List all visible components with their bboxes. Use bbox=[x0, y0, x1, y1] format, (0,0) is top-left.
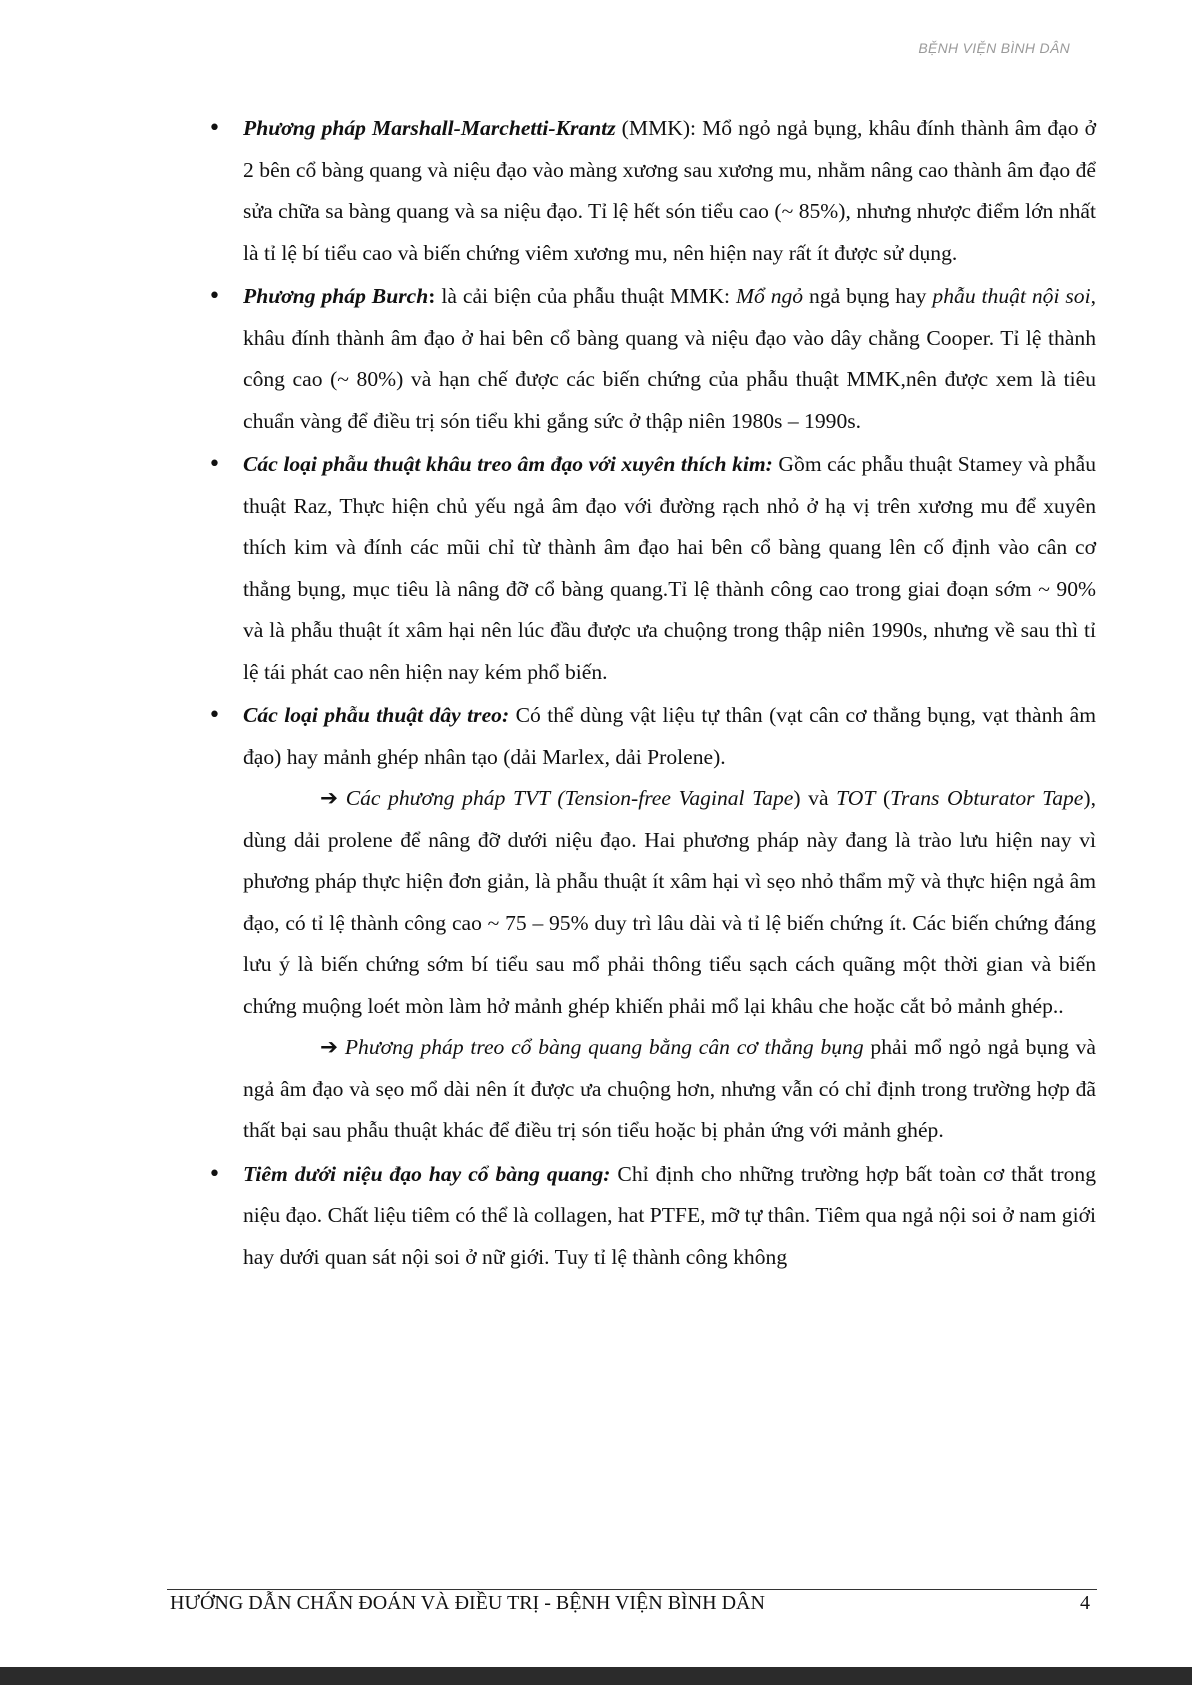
bullet-lead: Phương pháp Marshall-Marchetti-Krantz bbox=[243, 116, 616, 140]
paragraph bbox=[243, 1154, 1096, 1279]
sub-text: ( bbox=[875, 786, 891, 810]
italic-term: Phương pháp treo cổ bàng quang bằng cân cơ thẳng bụng bbox=[338, 1035, 864, 1059]
paragraph bbox=[243, 695, 1096, 778]
bullet-item-burch bbox=[243, 276, 1096, 442]
paragraph bbox=[243, 444, 1096, 693]
bullet-item-injection bbox=[243, 1154, 1096, 1279]
italic-term: Mổ ngỏ bbox=[735, 284, 804, 308]
page-number: 4 bbox=[1080, 1592, 1090, 1614]
bullet-text: (MMK): Mổ ngỏ ngả bụng, khâu đính thành âm đạo ở 2 bên cổ bàng quang và niệu đạo vào màng xương sau xương mu, nhằm nâng cao thành âm đạo để sửa chữa sa bàng quang và sa niệu đạo. Tỉ lệ hết són tiểu cao (~ 85%), nhưng nhược điểm lớn nhất là tỉ lệ bí tiểu cao và biến chứng viêm xương mu, nên hiện nay rất ít được sử dụng. bbox=[243, 116, 1097, 265]
paragraph bbox=[243, 276, 1096, 442]
italic-term: Trans Obturator Tape bbox=[890, 786, 1084, 810]
viewer-bottom-edge bbox=[0, 1667, 1192, 1685]
bullet-lead: Các loại phẫu thuật dây treo: bbox=[243, 703, 510, 727]
italic-term: Các phương pháp TVT ( bbox=[338, 786, 565, 810]
bullet-lead: Phương pháp Burch bbox=[243, 284, 429, 308]
bullet-text: Có thể dùng vật liệu tự thân (vạt cân cơ thẳng bụng, vạt thành âm đạo) hay mảnh ghép nhân tạo (dải Marlex, dải Prolene). bbox=[243, 703, 1096, 769]
sub-text: phải mổ ngỏ ngả bụng và ngả âm đạo và sẹo mổ dài nên ít được ưa chuộng hơn, nhưng vẫn có chỉ định trong trường hợp đã thất bại sau phẫu thuật khác để điều trị són tiểu hoặc bị phản ứng với mảnh ghép. bbox=[243, 1035, 1096, 1142]
bullet-item-mmk bbox=[243, 108, 1096, 274]
footer-title: HƯỚNG DẪN CHẨN ĐOÁN VÀ ĐIỀU TRỊ - BỆNH VIỆN BÌNH DÂN bbox=[170, 1592, 765, 1614]
bullet-text: , khâu đính thành âm đạo ở hai bên cổ bàng quang và niệu đạo vào dây chằng Cooper. Tỉ lệ thành công cao (~ 80%) và hạn chế được các biến chứng của phẫu thuật MMK,nên được xem là tiêu chuẩn vàng để điều trị són tiểu khi gắng sức ở thập niên 1980s – 1990s. bbox=[243, 284, 1097, 433]
bullet-lead-colon: : bbox=[428, 284, 436, 308]
sub-paragraph-fascial-sling bbox=[243, 1027, 1096, 1152]
page-body bbox=[243, 108, 1096, 1280]
bullet-text: Chỉ định cho những trường hợp bất toàn cơ thắt trong niệu đạo. Chất liệu tiêm có thể là collagen, hat PTFE, mỡ tự thân. Tiêm qua ngả nội soi ở nam giới hay dưới quan sát nội soi ở nữ giới. Tuy tỉ lệ thành công không bbox=[243, 1161, 1096, 1269]
page-footer bbox=[170, 1592, 1090, 1615]
arrow-icon: ➔ bbox=[320, 786, 339, 810]
running-header: BỆNH VIỆN BÌNH DÂN bbox=[918, 40, 1070, 56]
bullet-item-sling bbox=[243, 695, 1096, 1152]
italic-term: phẫu thuật nội soi bbox=[932, 284, 1091, 308]
italic-term: TOT bbox=[836, 786, 876, 810]
bullet-text: là cải biện của phẫu thuật MMK: bbox=[435, 284, 736, 308]
arrow-icon: ➔ bbox=[320, 1035, 339, 1059]
sub-text: ) và bbox=[793, 786, 837, 810]
footer-divider bbox=[167, 1589, 1097, 1590]
paragraph bbox=[243, 108, 1096, 274]
bullet-lead: Các loại phẫu thuật khâu treo âm đạo với xuyên thích kim: bbox=[243, 452, 773, 476]
bullet-item-needle-suspension bbox=[243, 444, 1096, 693]
italic-term: Tension-free Vaginal Tape bbox=[564, 786, 794, 810]
bullet-lead: Tiêm dưới niệu đạo hay cổ bàng quang: bbox=[243, 1161, 611, 1186]
sub-text: ), dùng dải prolene để nâng đỡ dưới niệu đạo. Hai phương pháp này đang là trào lưu hiện nay vì phương pháp thực hiện đơn giản, là phẫu thuật ít xâm hại vì sẹo nhỏ thẩm mỹ và thực hiện ngả âm đạo, có tỉ lệ thành công cao ~ 75 – 95% duy trì lâu dài và tỉ lệ biến chứng ít. Các biến chứng đáng lưu ý là biến chứng sớm bí tiểu sau mổ phải thông tiểu sạch cách quãng một thời gian và biến chứng muộng loét mòn làm hở mảnh ghép khiến phải mổ lại khâu che hoặc cắt bỏ mảnh ghép.. bbox=[243, 786, 1096, 1018]
bullet-text: ngả bụng hay bbox=[803, 284, 933, 308]
sub-paragraph-tvt-tot bbox=[243, 778, 1096, 1027]
bullet-text: Gồm các phẫu thuật Stamey và phẫu thuật Raz, Thực hiện chủ yếu ngả âm đạo với đường rạch nhỏ ở hạ vị trên xương mu để xuyên thích kim và đính các mũi chỉ từ thành âm đạo hai bên cổ bàng quang lên cố định vào cân cơ thẳng bụng, mục tiêu là nâng đỡ cổ bàng quang.Tỉ lệ thành công cao trong giai đoạn sớm ~ 90% và là phẫu thuật ít xâm hại nên lúc đầu được ưa chuộng trong thập niên 1990s, nhưng về sau thì tỉ lệ tái phát cao nên hiện nay kém phổ biến. bbox=[243, 452, 1097, 684]
